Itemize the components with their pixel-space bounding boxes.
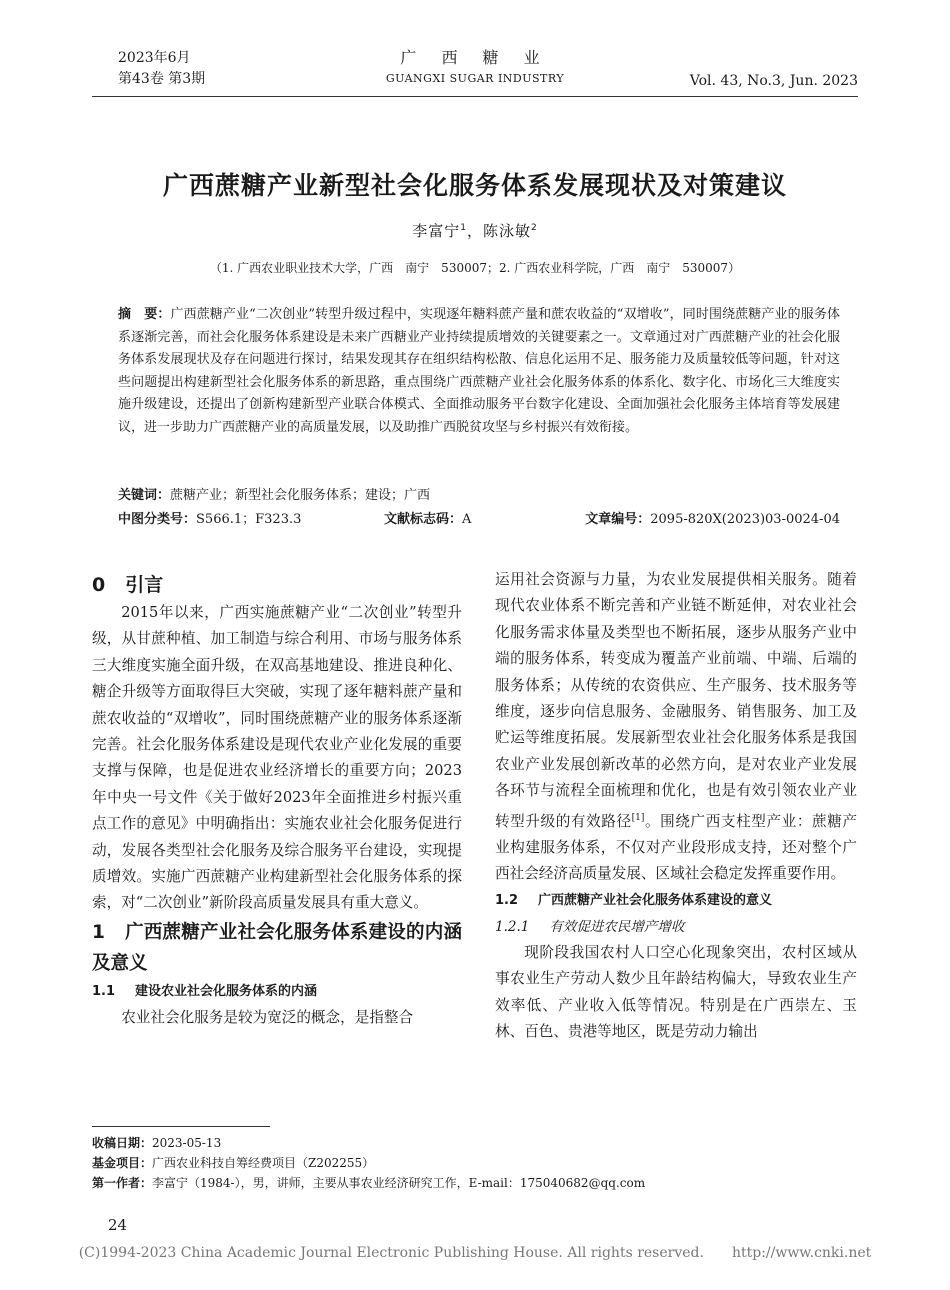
issue-date: 2023年6月 xyxy=(118,50,191,66)
author-affil-mark: 2 xyxy=(531,223,538,233)
keywords xyxy=(118,484,430,503)
copyright-notice: (C)1994-2023 China Academic Journal Electronic Publishing House. All rights reserved. http://www.cnki.net xyxy=(78,1245,872,1261)
abstract xyxy=(118,304,840,439)
document-code: 文献标志码：A xyxy=(384,512,472,527)
body-paragraph: 运用社会资源与力量，为农业发展提供相关服务。随着现代农业体系不断完善和产业链不断延伸，对农业社会化服务需求体量及类型也不断拓展，逐步从服务产业中端的服务体系，转变成为覆盖产业前端、中端、后端的服务体系；从传统的农资供应、生产服务、技术服务等维度，逐步向信息服务、金融服务、销售服务、加工及贮运等维度拓展。发展新型农业社会化服务体系是我国农业产业发展创新改革的必然方向，是对农业产业发展各环节与流程全面梳理和优化，也是有效引领农业产业转型升级的有效路径[1]。围绕广西支柱型产业：蔗糖产业构建服务体系，不仅对产业段形成支持，还对整个广西社会经济高质量发展、区域社会稳定发挥重要作用。 xyxy=(495,571,857,883)
body-paragraph: 农业社会化服务是较为宽泛的概念，是指整合 xyxy=(121,1008,414,1026)
running-header-left xyxy=(118,48,205,90)
subsection-heading: 1.2 广西蔗糖产业社会化服务体系建设的意义 xyxy=(495,892,773,908)
affiliations: （1. 广西农业职业技术大学，广西 南宁 530007；2. 广西农业科学院，广西 南宁 530007） xyxy=(209,261,741,275)
footnotes xyxy=(92,1133,858,1193)
journal-name xyxy=(350,48,600,87)
journal-name-cn: 广 西 糖 业 xyxy=(400,48,550,67)
journal-name-en: GUANGXI SUGAR INDUSTRY xyxy=(385,72,565,85)
paper-title: 广西蔗糖产业新型社会化服务体系发展现状及对策建议 xyxy=(162,171,787,200)
subsubsection-heading: 1.2.1 有效促进农民增产增收 xyxy=(495,918,685,935)
article-number: 文章编号：2095-820X(2023)03-0024-04 xyxy=(585,512,840,527)
page-number: 24 xyxy=(108,1216,128,1234)
footnote-rule xyxy=(92,1126,270,1127)
volume-issue-cn: 第43卷 第3期 xyxy=(118,71,206,87)
body-right-column xyxy=(495,567,857,1045)
keywords-label: 关键词： xyxy=(118,488,171,503)
author-name: 李富宁 xyxy=(412,222,461,240)
received-date: 收稿日期：2023-05-13 xyxy=(92,1136,222,1150)
section-heading: 1 广西蔗糖产业社会化服务体系建设的内涵及意义 xyxy=(92,921,462,974)
body-paragraph: 2015年以来，广西实施蔗糖产业“二次创业”转型升级，从甘蔗种植、加工制造与综合利用、市场与服务体系三大维度实施全面升级，在双高基地建设、推进良种化、糖企升级等方面取得巨大突破，实现了逐年糖料蔗产量和蔗农收益的“双增收”，同时围绕蔗糖产业的服务体系逐渐完善。社会化服务体系建设是现代农业产业化发展的重要支撑与保障，也是促进农业经济增长的重要方向；2023年中央一号文件《关于做好2023年全面推进乡村振兴重点工作的意见》中明确指出：实施农业社会化服务促进行动，发展各类型社会化服务及综合服务平台建设，实现提质增效。实施广西蔗糖产业构建新型社会化服务体系的探索，对“二次创业”新阶段高质量发展具有重大意义。 xyxy=(92,604,462,912)
body-left-column xyxy=(92,570,462,1031)
fund-project: 基金项目：广西农业科技自筹经费项目（Z202255） xyxy=(92,1156,375,1170)
abstract-label: 摘 要： xyxy=(118,307,171,322)
clc-number: 中图分类号：S566.1；F323.3 xyxy=(118,512,302,527)
first-author-info: 第一作者：李富宁（1984-），男，讲师，主要从事农业经济研究工作，E-mail：175040682@qq.com xyxy=(92,1176,646,1190)
section-heading: 0 引言 xyxy=(92,574,164,596)
author-name: 陈泳敏 xyxy=(483,222,532,240)
header-rule xyxy=(92,96,858,97)
author-affil-mark: 1 xyxy=(460,223,467,233)
abstract-text: 广西蔗糖产业“二次创业”转型升级过程中，实现逐年糖料蔗产量和蔗农收益的“双增收”，同时围绕蔗糖产业的服务体系逐渐完善，而社会化服务体系建设是未来广西糖业产业持续提质增效的关键要素之一。文章通过对广西蔗糖产业的社会化服务体系发展现状及存在问题进行探讨，结果发现其存在组织结构松散、信息化运用不足、服务能力及质量较低等问题，针对这些问题提出构建新型社会化服务体系的新思路，重点围绕广西蔗糖产业社会化服务体系的体系化、数字化、市场化三大维度实施升级建设，还提出了创新构建新型产业联合体模式、全面推动服务平台数字化建设、全面加强社会化服务主体培育等发展建议，进一步助力广西蔗糖产业的高质量发展，以及助推广西脱贫攻坚与乡村振兴有效衔接。 xyxy=(118,307,840,435)
body-paragraph: 现阶段我国农村人口空心化现象突出，农村区域从事农业生产劳动人数少且年龄结构偏大，导致农业生产效率低、产业收入低等情况。特别是在广西崇左、玉林、百色、贵港等地区，既是劳动力输出 xyxy=(495,943,857,1040)
subsection-heading: 1.1 建设农业社会化服务体系的内涵 xyxy=(92,983,318,999)
volume-issue-en: Vol. 43, No.3, Jun. 2023 xyxy=(689,73,858,89)
author-list: 李富宁$^1$，陈泳敏$^2$ xyxy=(412,222,538,240)
keywords-text: 蔗糖产业；新型社会化服务体系；建设；广西 xyxy=(170,488,431,503)
citation-mark[interactable]: [1] xyxy=(631,812,645,823)
